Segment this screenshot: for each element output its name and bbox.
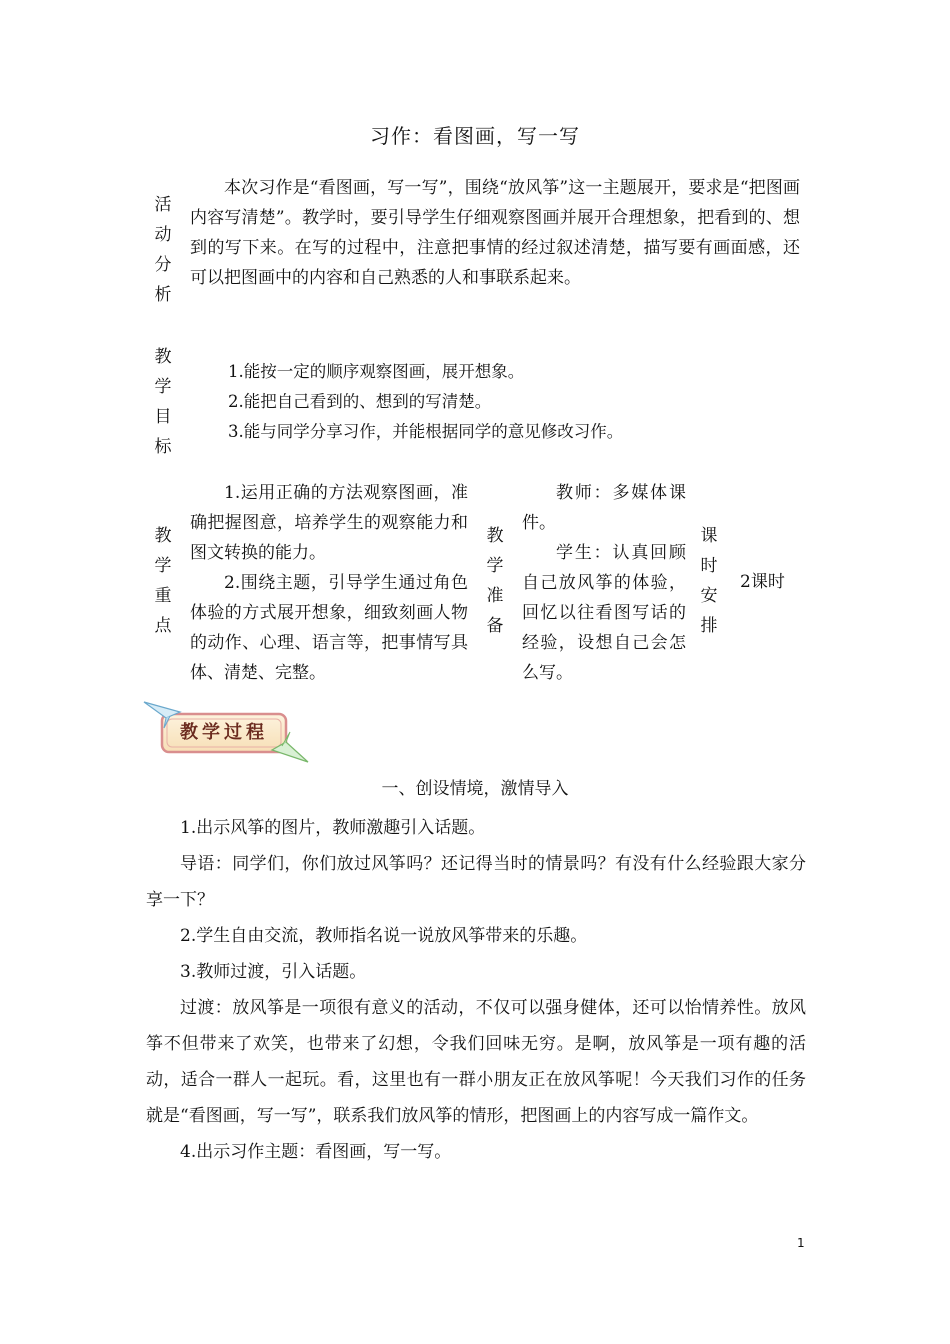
schedule-label: 课 时 安 排 bbox=[700, 526, 718, 636]
banner-label: 教学过程 bbox=[180, 722, 268, 743]
page-title: 习作：看图画，写一写 bbox=[370, 124, 580, 148]
paragraph: 2.学生自由交流，教师指名说一说放风筝带来的乐趣。 bbox=[180, 926, 588, 946]
prep-label: 教 学 准 备 bbox=[486, 526, 504, 636]
paragraph: 4.出示习作主题：看图画，写一写。 bbox=[180, 1142, 452, 1162]
goal-item: 2.能把自己看到的、想到的写清楚。 bbox=[228, 392, 492, 411]
body-text bbox=[146, 810, 806, 1170]
paragraph: 1.出示风筝的图片，教师激趣引入话题。 bbox=[180, 818, 486, 838]
paragraph: 过渡：放风筝是一项很有意义的活动，不仅可以强身健体，还可以怡情养性。放风筝不但带来了欢笑，也带来了幻想，令我们回味无穷。是啊，放风筝是一项有趣的活动，适合一群人一起玩。看，这里也有一群小朋友正在放风筝呢！今天我们习作的任务就是“看图画，写一写”，联系我们放风筝的情形，把图画上的内容写成一篇作文。 bbox=[146, 998, 806, 1126]
paragraph: 3.教师过渡，引入话题。 bbox=[180, 962, 367, 982]
keypoint-1: 1.运用正确的方法观察图画，准确把握图意，培养学生的观察能力和图文转换的能力。 bbox=[190, 483, 468, 563]
goals-label: 教 学 目 标 bbox=[154, 347, 172, 457]
keypoints-label: 教 学 重 点 bbox=[154, 526, 172, 636]
section-heading: 一、创设情境，激情导入 bbox=[381, 779, 569, 799]
prep-student: 学生：认真回顾自己放风筝的体验，回忆以往看图写话的经验，设想自己会怎么写。 bbox=[522, 543, 686, 683]
activity-label: 活 动 分 析 bbox=[154, 195, 172, 305]
activity-text: 本次习作是“看图画，写一写”，围绕“放风筝”这一主题展开，要求是“把图画内容写清楚”。教学时，要引导学生仔细观察图画并展开合理想象，把看到的、想到的写下来。在写的过程中，注意把事情的经过叙述清楚，描写要有画面感，还可以把图画中的内容和自己熟悉的人和事联系起来。 bbox=[190, 178, 800, 288]
paragraph: 导语：同学们，你们放过风筝吗？还记得当时的情景吗？有没有什么经验跟大家分享一下？ bbox=[146, 854, 806, 910]
prep-teacher: 教师：多媒体课件。 bbox=[522, 483, 686, 533]
keypoint-2: 2.围绕主题，引导学生通过角色体验的方式展开想象，细致刻画人物的动作、心理、语言等，把事情写具体、清楚、完整。 bbox=[190, 573, 468, 683]
teaching-process-banner bbox=[140, 698, 312, 770]
page-number: 1 bbox=[797, 1236, 805, 1250]
goal-item: 3.能与同学分享习作，并能根据同学的意见修改习作。 bbox=[228, 422, 624, 441]
goal-item: 1.能按一定的顺序观察图画，展开想象。 bbox=[228, 362, 525, 381]
keypoints-text bbox=[190, 478, 468, 688]
schedule-value: 2课时 bbox=[740, 572, 785, 592]
prep-text bbox=[522, 478, 686, 688]
